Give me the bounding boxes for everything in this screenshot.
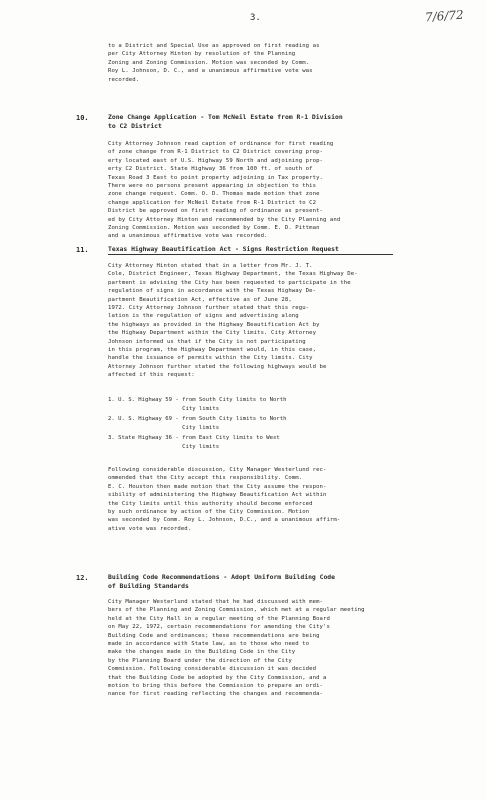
highway-list-item-3: 3. State Highway 36 - from East City limits to West City limits	[108, 435, 280, 450]
section-11-number: 11.	[76, 246, 89, 254]
section-12-body: City Manager Westerlund stated that he had discussed with mem- bers of the Planning and Zoning Commission, which met at a regular meeting held at the City Hall in a regular meeting of the Planning Board on May 22, 1972, certain recommendations for amending the City's Building Code and ordinances; these recommendations are being made in accordance with State law, as to those who need to make the changes made in the Building Code in the City by the Planning Board under the direction of the City Commission. Following considerable discussion it was decided that the Building Code be adopted by the City Commission, and a motion to bring this before the Commission to prepare an ordi- nance for first reading reflecting the changes and recommenda-	[108, 599, 365, 698]
section-10-number: 10.	[76, 114, 89, 122]
section-12-number: 12.	[76, 574, 89, 582]
section-10-body: City Attorney Johnson read caption of ordinance for first reading of zone change from R-1 District to C2 District covering prop- erty located east of U.S. Highway 59 North and adjoining prop- erty C2 District. State Highway 36 from 100 ft. of south of Texas Road 3 East to point property adjoining in Tax property. There were no persons present appearing in objection to this zone change request. Comm. O. D. Thomas made motion that zone change application for McNeil Estate from R-1 District to C2 District be approved on first reading of ordinance as present- ed by City Attorney Hinton and recommended by the City Planning and Zoning Commission. Motion was seconded by Comm. E. D. Pittman and a unanimous affirmative vote was recorded.	[108, 141, 341, 240]
section-11-body: City Attorney Hinton stated that in a letter from Mr. J. T. Cole, District Engineer, Texas Highway Department, the Texas Highway De- partment is advising the City has been requested to participate in the regulation of signs in accordance with the Texas Highway De- partment Beautification Act, effective as of June 28, 1972. City Attorney Johnson further stated that this regu- lation is the regulation of signs and advertising along the highways as provided in the Highway Beautification Act by the Highway Department within the City limits. City Attorney Johnson informed us that if the City is not participating in this program, the Highway Department would, in this case, handle the issuance of permits within the City limits. City Attorney Johnson further stated the following highways would be affected if this request:	[108, 263, 358, 379]
page-number: 3.	[250, 13, 261, 23]
top-paragraph: to a District and Special Use as approved on first reading as per City Attorney Hinton by resolution of the Planning Zoning and Zoning Commission. Motion was seconded by Comm. Roy L. Johnson, D. C., and a unanimous affirmative vote was recorded.	[108, 43, 320, 83]
section-11-body-continued: Following considerable discussion, City Manager Westerlund rec- ommended that the City accept this responsibility. Comm. E. C. Houston then made motion that the City assume the respon- sibility of administering the Highway Beautification Act within the City limits until this authority should become enforced by such ordinance by action of the City Commission. Motion was seconded by Comm. Roy L. Johnson, D.C., and a unanimous affirm- ative vote was recorded.	[108, 467, 341, 532]
section-10-heading: Zone Change Application - Tom McNeil Estate from R-1 Division to C2 District	[108, 113, 343, 130]
section-12-heading: Building Code Recommendations - Adopt Uniform Building Code of Building Standards	[108, 573, 336, 590]
section-11-heading: Texas Highway Beautification Act - Signs Restriction Request	[108, 245, 393, 255]
highway-list-item-2: 2. U. S. Highway 69 - from South City limits to North City limits	[108, 416, 287, 431]
highway-list-item-1: 1. U. S. Highway 59 - from South City limits to North City limits	[108, 397, 287, 412]
handwritten-mark: 7/6/72	[424, 7, 465, 25]
